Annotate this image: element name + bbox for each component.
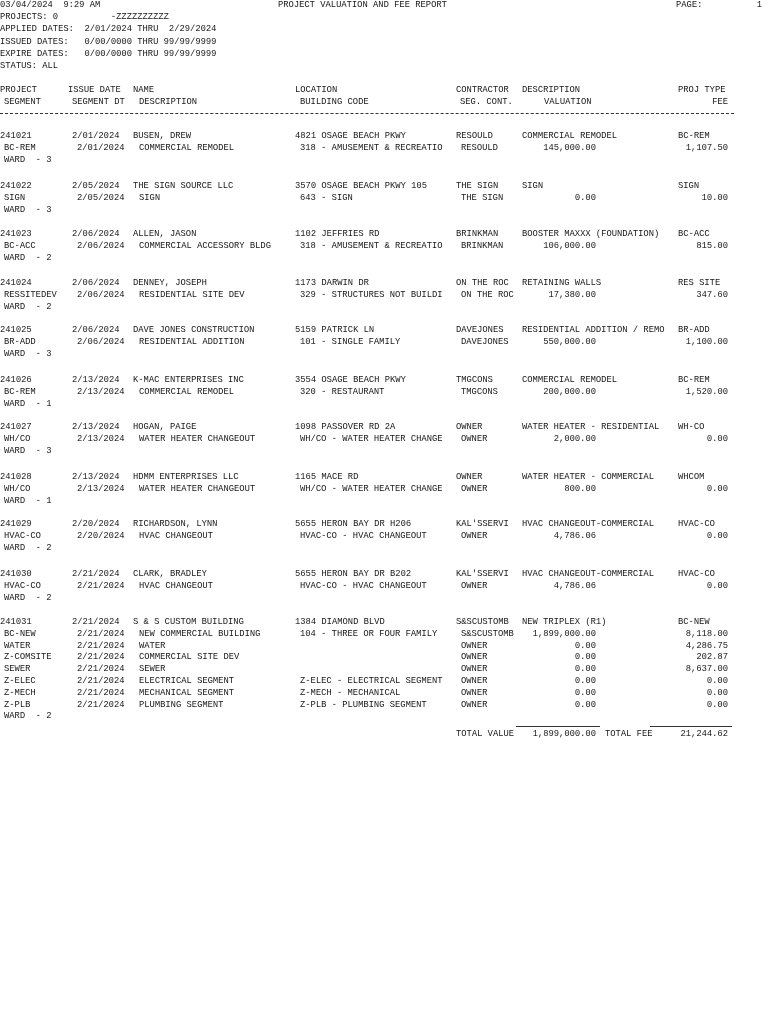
segment-fee: 1,100.00 <box>685 336 728 347</box>
applicant-name: K-MAC ENTERPRISES INC <box>133 375 244 385</box>
project-location: 3570 OSAGE BEACH PKWY 105 <box>295 181 427 191</box>
building-code: Z-PLB - PLUMBING SEGMENT <box>300 699 427 710</box>
segment-valuation: 0.00 <box>574 676 596 686</box>
col-fee: FEE <box>712 97 728 107</box>
contractor: THE SIGN <box>456 181 499 191</box>
project-location: 5655 HERON BAY DR H206 <box>295 519 412 529</box>
project-number: 241028 <box>0 472 32 482</box>
project-description: COMMERCIAL REMODEL <box>522 131 618 141</box>
segment-fee: 4,286.75 <box>685 640 728 651</box>
project-description: NEW TRIPLEX (R1) <box>522 617 607 627</box>
total-value-underline <box>516 726 600 727</box>
segment-fee: 0.00 <box>706 433 728 444</box>
segment-fee: 0.00 <box>706 699 728 710</box>
ward: WARD - 1 <box>4 398 52 409</box>
segment-date: 2/21/2024 <box>77 628 125 639</box>
applicant-name: DAVE JONES CONSTRUCTION <box>133 325 255 335</box>
segment-description: ELECTRICAL SEGMENT <box>139 676 235 686</box>
segment-valuation: 0.00 <box>574 640 596 651</box>
segment-date: 2/21/2024 <box>77 699 125 710</box>
segment-valuation: 106,000.00 <box>543 240 596 251</box>
segment-fee: 0.00 <box>706 530 728 541</box>
project-number: 241027 <box>0 422 32 432</box>
project-number: 241029 <box>0 519 32 529</box>
ward: WARD - 2 <box>4 592 52 603</box>
segment-code: Z-PLB <box>4 699 31 710</box>
segment-fee: 8,118.00 <box>685 628 728 639</box>
applicant-name: S & S CUSTOM BUILDING <box>133 617 244 627</box>
segment-code: BC-REM <box>4 142 36 153</box>
segment-contractor: BRINKMAN <box>461 240 504 251</box>
expire-dates-filter: EXPIRE DATES: 0/00/0000 THRU 99/99/9999 <box>0 49 217 59</box>
segment-code: BR-ADD <box>4 336 36 347</box>
col-valuation: VALUATION <box>544 97 592 107</box>
total-value: 1,899,000.00 <box>532 729 596 739</box>
col-proj-type: PROJ TYPE <box>678 85 726 95</box>
segment-description: SIGN <box>139 192 161 203</box>
project-number: 241031 <box>0 617 32 627</box>
segment-contractor: THE SIGN <box>461 192 504 203</box>
building-code: 643 - SIGN <box>300 192 353 203</box>
segment-description: RESIDENTIAL SITE DEV <box>139 289 245 300</box>
contractor: BRINKMAN <box>456 229 499 239</box>
segment-valuation: 4,786.06 <box>553 530 596 541</box>
total-value-label: TOTAL VALUE <box>456 729 515 739</box>
col-issue-date: ISSUE DATE <box>68 85 121 95</box>
report-title: PROJECT VALUATION AND FEE REPORT <box>278 0 447 10</box>
segment-contractor: OWNER <box>461 580 488 591</box>
contractor: KAL'SSERVI <box>456 569 509 579</box>
segment-description: NEW COMMERCIAL BUILDING <box>139 628 261 639</box>
project-location: 1165 MACE RD <box>295 472 359 482</box>
project-location: 1102 JEFFRIES RD <box>295 229 380 239</box>
ward: WARD - 2 <box>4 252 52 263</box>
segment-fee: 0.00 <box>706 580 728 591</box>
segment-code: SIGN <box>4 192 26 203</box>
segment-valuation: 0.00 <box>574 664 596 675</box>
segment-description: COMMERCIAL REMODEL <box>139 142 235 153</box>
segment-valuation: 800.00 <box>564 483 596 494</box>
ward: WARD - 3 <box>4 348 52 359</box>
project-type: WH-CO <box>678 422 705 432</box>
segment-code: HVAC-CO <box>4 530 41 541</box>
segment-fee: 0.00 <box>706 483 728 494</box>
segment-code: BC-REM <box>4 386 36 397</box>
ward: WARD - 3 <box>4 154 52 165</box>
project-type: BC-REM <box>678 131 710 141</box>
segment-valuation: 4,786.06 <box>553 580 596 591</box>
segment-code: Z-ELEC <box>4 676 36 686</box>
segment-description: RESIDENTIAL ADDITION <box>139 336 245 347</box>
col-segment-dt: SEGMENT DT <box>72 97 125 107</box>
issue-date: 2/06/2024 <box>72 325 120 335</box>
contractor: RESOULD <box>456 131 493 141</box>
applicant-name: THE SIGN SOURCE LLC <box>133 181 234 191</box>
total-fee: 21,244.62 <box>680 729 728 739</box>
building-code: 329 - STRUCTURES NOT BUILDI <box>300 289 443 300</box>
total-fee-underline <box>650 726 732 727</box>
segment-date: 2/06/2024 <box>77 336 125 347</box>
header-divider <box>0 113 734 114</box>
project-type: BC-NEW <box>678 617 710 627</box>
segment-contractor: OWNER <box>461 530 488 541</box>
segment-description: WATER HEATER CHANGEOUT <box>139 483 256 494</box>
issue-date: 2/21/2024 <box>72 617 120 627</box>
segment-fee: 202.87 <box>696 652 728 663</box>
project-description: HVAC CHANGEOUT-COMMERCIAL <box>522 519 654 529</box>
segment-date: 2/01/2024 <box>77 142 125 153</box>
building-code: HVAC-CO - HVAC CHANGEOUT <box>300 530 427 541</box>
issue-date: 2/05/2024 <box>72 181 120 191</box>
project-description: RETAINING WALLS <box>522 278 602 288</box>
segment-code: BC-NEW <box>4 628 36 639</box>
segment-date: 2/13/2024 <box>77 483 125 494</box>
segment-contractor: TMGCONS <box>461 386 498 397</box>
ward: WARD - 3 <box>4 204 52 215</box>
project-number: 241030 <box>0 569 32 579</box>
segment-fee: 10.00 <box>701 192 728 203</box>
project-number: 241026 <box>0 375 32 385</box>
project-type: WHCOM <box>678 472 705 482</box>
issued-dates-filter: ISSUED DATES: 0/00/0000 THRU 99/99/9999 <box>0 37 217 47</box>
applicant-name: HOGAN, PAIGE <box>133 422 197 432</box>
ward: WARD - 2 <box>4 542 52 553</box>
project-description: WATER HEATER - COMMERCIAL <box>522 472 654 482</box>
building-code <box>300 652 460 664</box>
segment-description: MECHANICAL SEGMENT <box>139 687 235 698</box>
segment-description: HVAC CHANGEOUT <box>139 580 213 591</box>
applicant-name: HDMM ENTERPRISES LLC <box>133 472 239 482</box>
applied-dates-filter: APPLIED DATES: 2/01/2024 THRU 2/29/2024 <box>0 24 217 34</box>
segment-contractor: DAVEJONES <box>461 336 509 347</box>
segment-description: COMMERCIAL SITE DEV <box>139 652 240 663</box>
col-description: DESCRIPTION <box>522 85 581 95</box>
contractor: ON THE ROC <box>456 278 509 288</box>
segment-description: SEWER <box>139 664 166 675</box>
project-description: RESIDENTIAL ADDITION / REMO <box>522 325 665 335</box>
segment-date: 2/21/2024 <box>77 580 125 591</box>
segment-date: 2/13/2024 <box>77 386 125 397</box>
segment-fee: 1,107.50 <box>685 142 728 153</box>
segment-code: BC-ACC <box>4 240 36 251</box>
issue-date: 2/06/2024 <box>72 229 120 239</box>
segment-contractor: S&SCUSTOMB <box>461 628 514 639</box>
applicant-name: ALLEN, JASON <box>133 229 197 239</box>
project-number: 241023 <box>0 229 32 239</box>
segment-valuation: 0.00 <box>574 699 596 710</box>
segment-date: 2/06/2024 <box>77 240 125 251</box>
project-location: 5159 PATRICK LN <box>295 325 375 335</box>
segment-contractor: OWNER <box>461 640 488 651</box>
project-location: 1098 PASSOVER RD 2A <box>295 422 396 432</box>
total-fee-label: TOTAL FEE <box>605 729 653 739</box>
project-type: RES SITE <box>678 278 721 288</box>
building-code: WH/CO - WATER HEATER CHANGE <box>300 433 443 444</box>
project-description: BOOSTER MAXXX (FOUNDATION) <box>522 229 660 239</box>
applicant-name: BUSEN, DREW <box>133 131 192 141</box>
segment-date: 2/21/2024 <box>77 676 125 686</box>
building-code: Z-MECH - MECHANICAL <box>300 687 401 698</box>
segment-description: WATER HEATER CHANGEOUT <box>139 433 256 444</box>
segment-description: COMMERCIAL REMODEL <box>139 386 235 397</box>
segment-code: Z-MECH <box>4 687 36 698</box>
segment-date: 2/05/2024 <box>77 192 125 203</box>
segment-code: SEWER <box>4 664 31 675</box>
contractor: DAVEJONES <box>456 325 504 335</box>
segment-date: 2/20/2024 <box>77 530 125 541</box>
segment-valuation: 17,380.00 <box>548 289 596 300</box>
building-code <box>300 641 460 653</box>
projects-filter: PROJECTS: 0 -ZZZZZZZZZZ <box>0 12 169 22</box>
col-seg-cont: SEG. CONT. <box>460 97 513 107</box>
ward: WARD - 1 <box>4 495 52 506</box>
col-contractor: CONTRACTOR <box>456 85 509 95</box>
segment-date: 2/21/2024 <box>77 652 125 663</box>
status-filter: STATUS: ALL <box>0 61 59 71</box>
segment-code: WH/CO <box>4 483 31 494</box>
page-number: 1 <box>756 0 762 10</box>
segment-description: WATER <box>139 640 166 651</box>
project-description: COMMERCIAL REMODEL <box>522 375 618 385</box>
project-description: SIGN <box>522 181 544 191</box>
contractor: S&SCUSTOMB <box>456 617 509 627</box>
segment-fee: 0.00 <box>706 687 728 698</box>
contractor: KAL'SSERVI <box>456 519 509 529</box>
col-seg-description: DESCRIPTION <box>139 97 198 107</box>
building-code: 101 - SINGLE FAMILY <box>300 336 401 347</box>
building-code: WH/CO - WATER HEATER CHANGE <box>300 483 443 494</box>
project-type: BR-ADD <box>678 325 710 335</box>
project-location: 5655 HERON BAY DR B202 <box>295 569 412 579</box>
segment-description: COMMERCIAL ACCESSORY BLDG <box>139 240 271 251</box>
segment-contractor: OWNER <box>461 699 488 710</box>
segment-date: 2/06/2024 <box>77 289 125 300</box>
segment-contractor: RESOULD <box>461 142 498 153</box>
project-type: BC-ACC <box>678 229 710 239</box>
segment-valuation: 1,899,000.00 <box>532 628 596 639</box>
applicant-name: DENNEY, JOSEPH <box>133 278 207 288</box>
col-segment: SEGMENT <box>4 97 41 107</box>
segment-valuation: 2,000.00 <box>553 433 596 444</box>
issue-date: 2/13/2024 <box>72 472 120 482</box>
report-timestamp: 03/04/2024 9:29 AM <box>0 0 101 10</box>
segment-contractor: OWNER <box>461 433 488 444</box>
page-label: PAGE: <box>676 0 703 10</box>
segment-date: 2/21/2024 <box>77 664 125 675</box>
segment-description: HVAC CHANGEOUT <box>139 530 213 541</box>
building-code: 104 - THREE OR FOUR FAMILY <box>300 628 438 639</box>
col-name: NAME <box>133 85 155 95</box>
segment-fee: 347.60 <box>696 289 728 300</box>
segment-contractor: OWNER <box>461 687 488 698</box>
building-code: HVAC-CO - HVAC CHANGEOUT <box>300 580 427 591</box>
segment-description: PLUMBING SEGMENT <box>139 699 224 710</box>
segment-valuation: 200,000.00 <box>543 386 596 397</box>
segment-fee: 0.00 <box>706 676 728 686</box>
project-type: BC-REM <box>678 375 710 385</box>
project-type: HVAC-CO <box>678 569 715 579</box>
segment-code: Z-COMSITE <box>4 652 52 663</box>
issue-date: 2/21/2024 <box>72 569 120 579</box>
project-number: 241022 <box>0 181 32 191</box>
segment-valuation: 0.00 <box>574 192 596 203</box>
segment-valuation: 0.00 <box>574 652 596 663</box>
segment-valuation: 550,000.00 <box>543 336 596 347</box>
segment-fee: 815.00 <box>696 240 728 251</box>
segment-valuation: 145,000.00 <box>543 142 596 153</box>
segment-contractor: OWNER <box>461 652 488 663</box>
project-location: 1173 DARWIN DR <box>295 278 369 288</box>
project-location: 3554 OSAGE BEACH PKWY <box>295 375 406 385</box>
issue-date: 2/13/2024 <box>72 422 120 432</box>
project-description: WATER HEATER - RESIDENTIAL <box>522 422 660 432</box>
segment-fee: 8,637.00 <box>685 664 728 675</box>
segment-contractor: OWNER <box>461 483 488 494</box>
project-type: HVAC-CO <box>678 519 715 529</box>
contractor: OWNER <box>456 422 483 432</box>
building-code: Z-ELEC - ELECTRICAL SEGMENT <box>300 676 443 686</box>
segment-contractor: OWNER <box>461 664 488 675</box>
segment-code: WH/CO <box>4 433 31 444</box>
segment-code: WATER <box>4 640 31 651</box>
issue-date: 2/06/2024 <box>72 278 120 288</box>
segment-date: 2/21/2024 <box>77 640 125 651</box>
project-location: 4821 OSAGE BEACH PKWY <box>295 131 406 141</box>
segment-date: 2/13/2024 <box>77 433 125 444</box>
segment-contractor: ON THE ROC <box>461 289 514 300</box>
segment-code: RESSITEDEV <box>4 289 57 300</box>
contractor: OWNER <box>456 472 483 482</box>
applicant-name: CLARK, BRADLEY <box>133 569 207 579</box>
col-project: PROJECT <box>0 85 37 95</box>
project-number: 241025 <box>0 325 32 335</box>
col-location: LOCATION <box>295 85 338 95</box>
ward: WARD - 2 <box>4 711 52 722</box>
issue-date: 2/20/2024 <box>72 519 120 529</box>
issue-date: 2/13/2024 <box>72 375 120 385</box>
segment-date: 2/21/2024 <box>77 687 125 698</box>
building-code <box>300 664 460 676</box>
project-number: 241021 <box>0 131 32 141</box>
ward: WARD - 2 <box>4 301 52 312</box>
project-number: 241024 <box>0 278 32 288</box>
project-type: SIGN <box>678 181 700 191</box>
col-building-code: BUILDING CODE <box>300 97 369 107</box>
segment-contractor: OWNER <box>461 676 488 686</box>
project-location: 1384 DIAMOND BLVD <box>295 617 385 627</box>
segment-valuation: 0.00 <box>574 687 596 698</box>
contractor: TMGCONS <box>456 375 493 385</box>
segment-fee: 1,520.00 <box>685 386 728 397</box>
issue-date: 2/01/2024 <box>72 131 120 141</box>
segment-code: HVAC-CO <box>4 580 41 591</box>
building-code: 320 - RESTAURANT <box>300 386 385 397</box>
building-code: 318 - AMUSEMENT & RECREATIO <box>300 240 443 251</box>
applicant-name: RICHARDSON, LYNN <box>133 519 218 529</box>
ward: WARD - 3 <box>4 445 52 456</box>
project-description: HVAC CHANGEOUT-COMMERCIAL <box>522 569 654 579</box>
building-code: 318 - AMUSEMENT & RECREATIO <box>300 142 443 153</box>
